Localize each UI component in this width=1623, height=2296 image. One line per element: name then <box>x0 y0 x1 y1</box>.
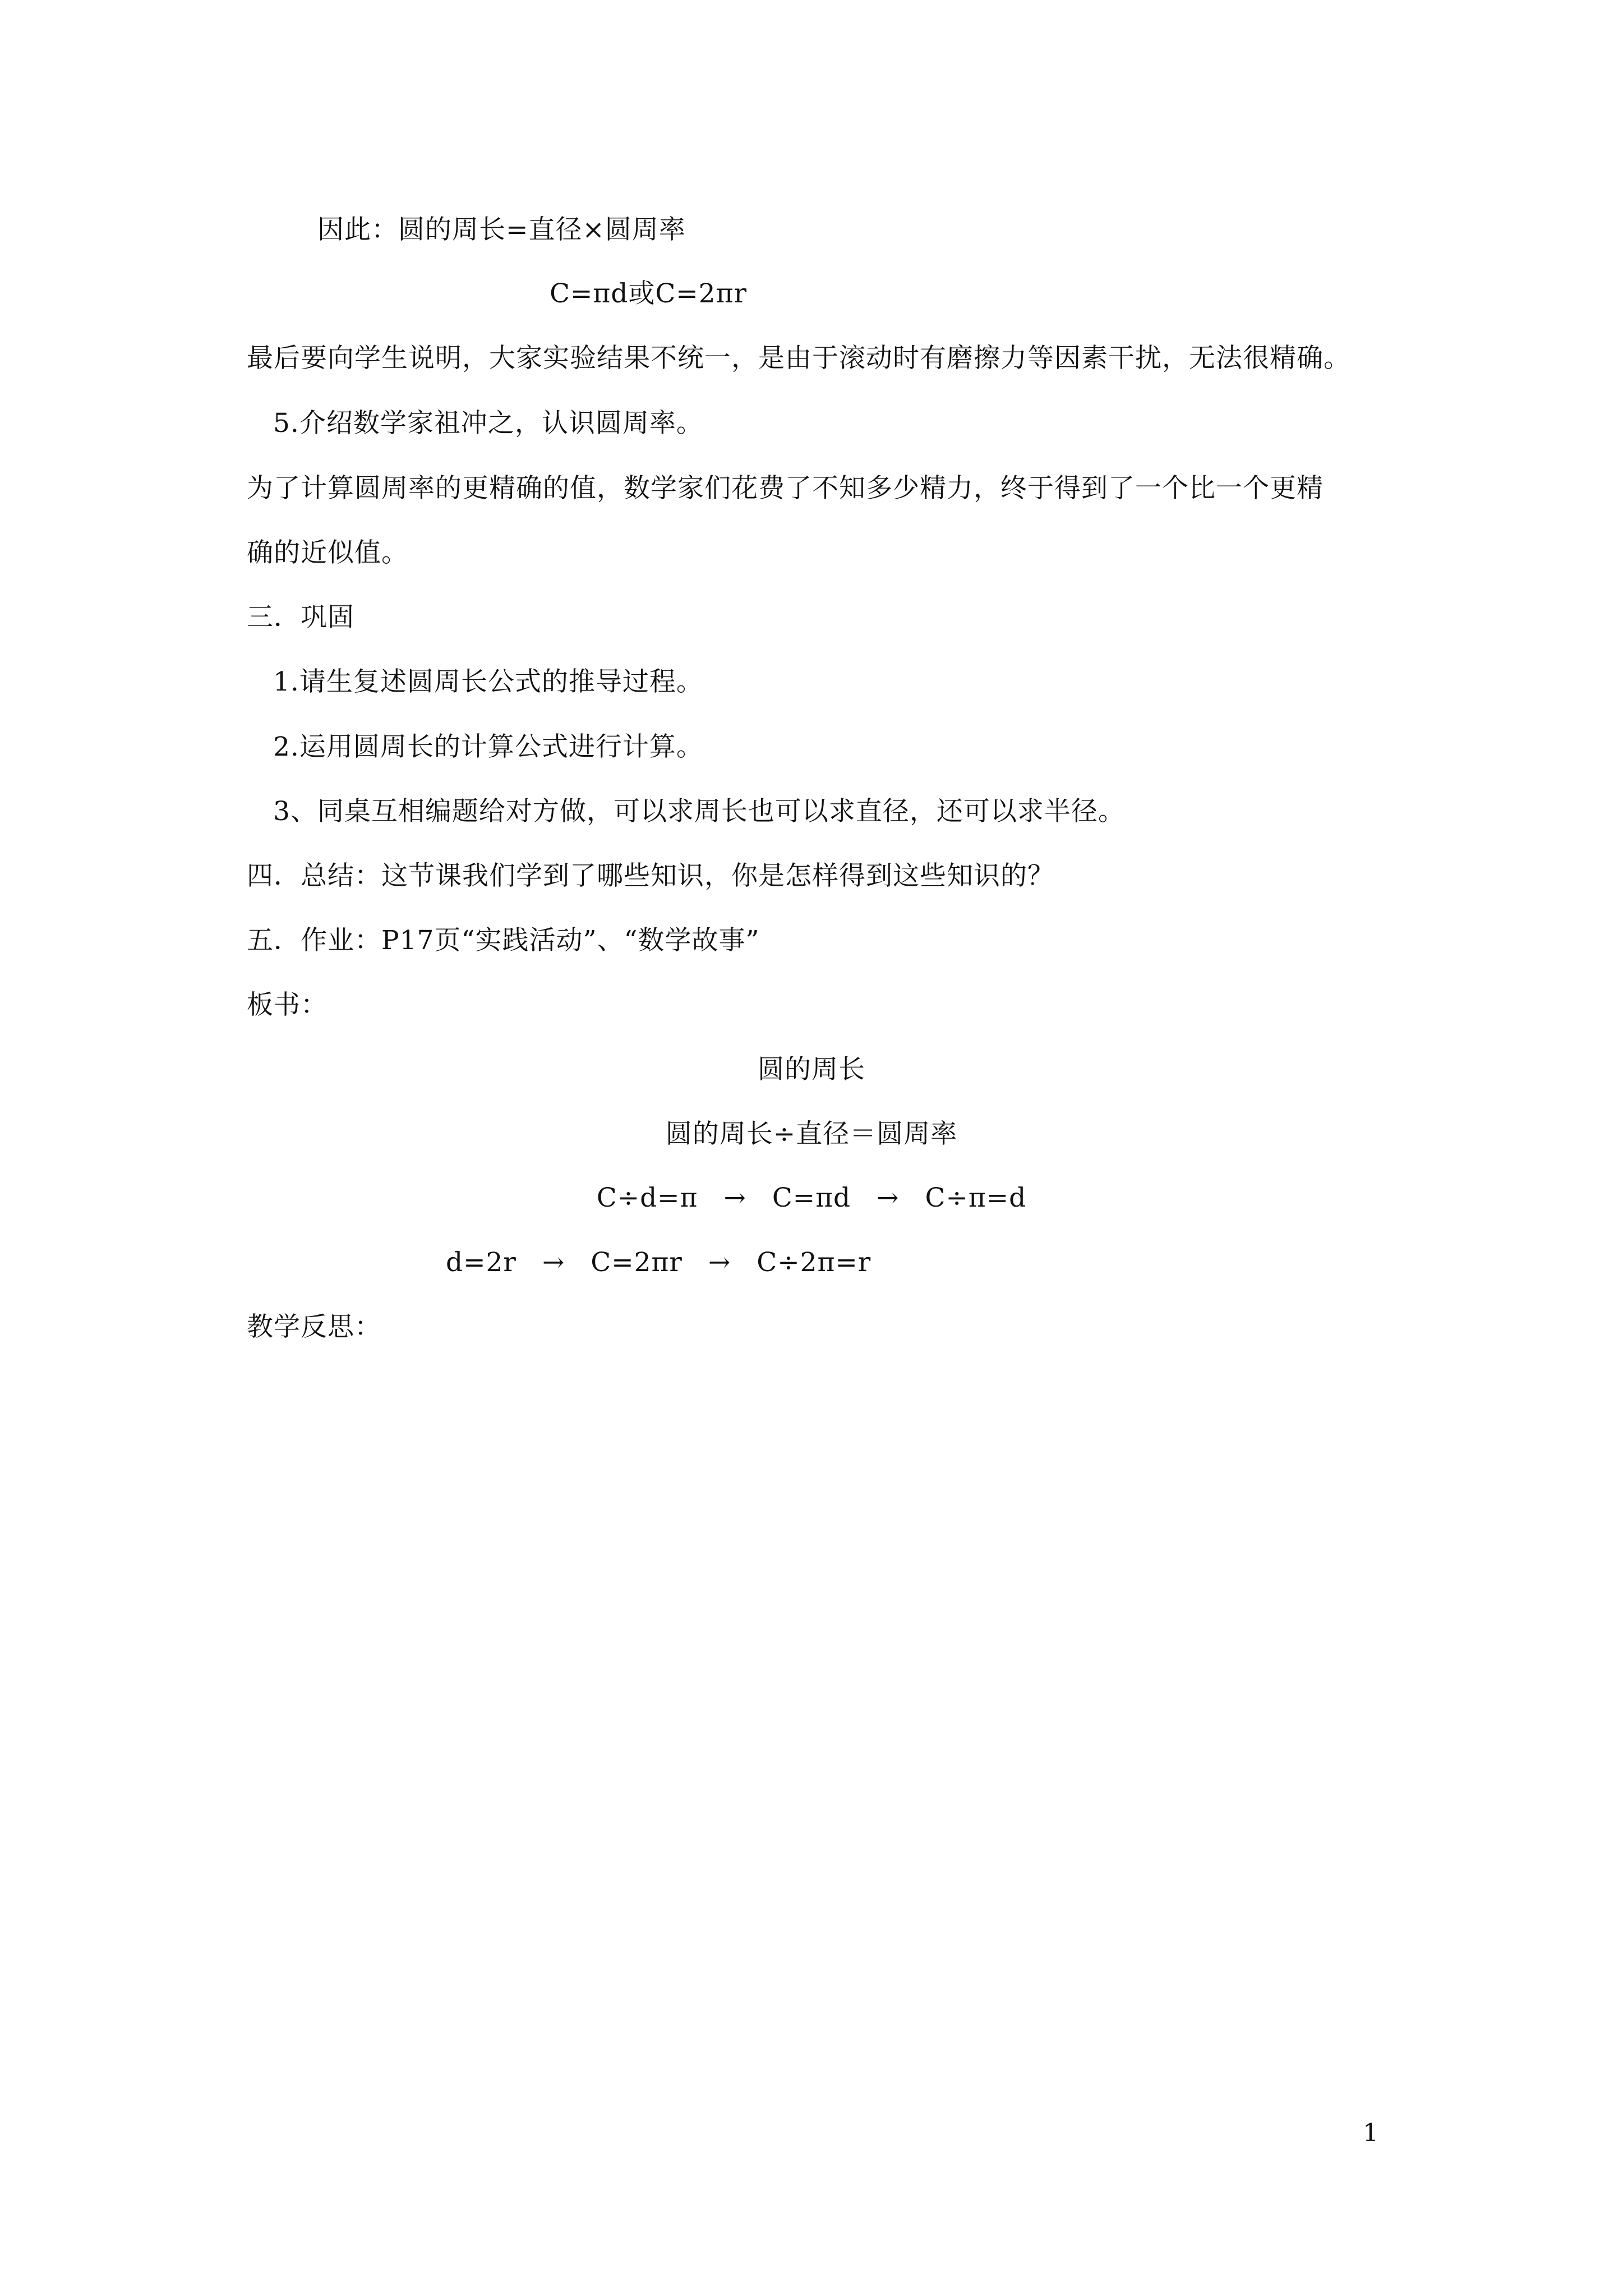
section-4-summary: 四．总结：这节课我们学到了哪些知识，你是怎样得到这些知识的？ <box>247 861 1054 891</box>
formula-c-eq-pi-d: C=πd <box>772 1182 851 1213</box>
board-formula-row-1 <box>0 1181 1623 1215</box>
section-5-homework: 五．作业：P17页“实践活动”、“数学故事” <box>247 925 760 956</box>
formula-c-eq-2pi-r: C=2πr <box>591 1247 683 1278</box>
formula-d-eq-2r: d=2r <box>446 1247 517 1278</box>
item-5-line: 5.介绍数学家祖冲之，认识圆周率。 <box>273 408 703 439</box>
formula-c-div-d: C÷d=π <box>596 1182 698 1213</box>
teaching-reflection-label: 教学反思： <box>247 1312 381 1342</box>
section-3-item-1: 1.请生复述圆周长公式的推导过程。 <box>273 666 703 697</box>
section-3-heading: 三．巩固 <box>247 602 354 633</box>
section-3-item-2: 2.运用圆周长的计算公式进行计算。 <box>273 731 703 762</box>
explanation-line: 最后要向学生说明，大家实验结果不统一，是由于滚动时有磨擦力等因素干扰，无法很精确。 <box>247 343 1350 374</box>
therefore-line: 因此：圆的周长=直径×圆周率 <box>317 214 686 245</box>
right-arrow-icon: → <box>708 1247 731 1278</box>
formula-c-div-pi: C÷π=d <box>925 1182 1027 1213</box>
right-arrow-icon: → <box>723 1182 746 1213</box>
circumference-formula: C=πd或C=2πr <box>550 278 747 309</box>
formula-c-div-2pi: C÷2π=r <box>757 1247 872 1278</box>
paragraph-line-1: 为了计算圆周率的更精确的值，数学家们花费了不知多少精力，终于得到了一个比一个更精 <box>247 473 1324 504</box>
right-arrow-icon: → <box>542 1247 565 1278</box>
board-label: 板书： <box>247 990 328 1020</box>
right-arrow-icon: → <box>877 1182 900 1213</box>
page-number: 1 <box>1363 2119 1378 2147</box>
board-title: 圆的周长 <box>758 1054 865 1085</box>
section-3-item-3: 3、同桌互相编题给对方做，可以求周长也可以求直径，还可以求半径。 <box>273 796 1125 827</box>
board-formula-row-2 <box>446 1246 871 1280</box>
board-relation: 圆的周长÷直径＝圆周率 <box>665 1119 958 1149</box>
paragraph-line-2: 确的近似值。 <box>247 537 408 568</box>
